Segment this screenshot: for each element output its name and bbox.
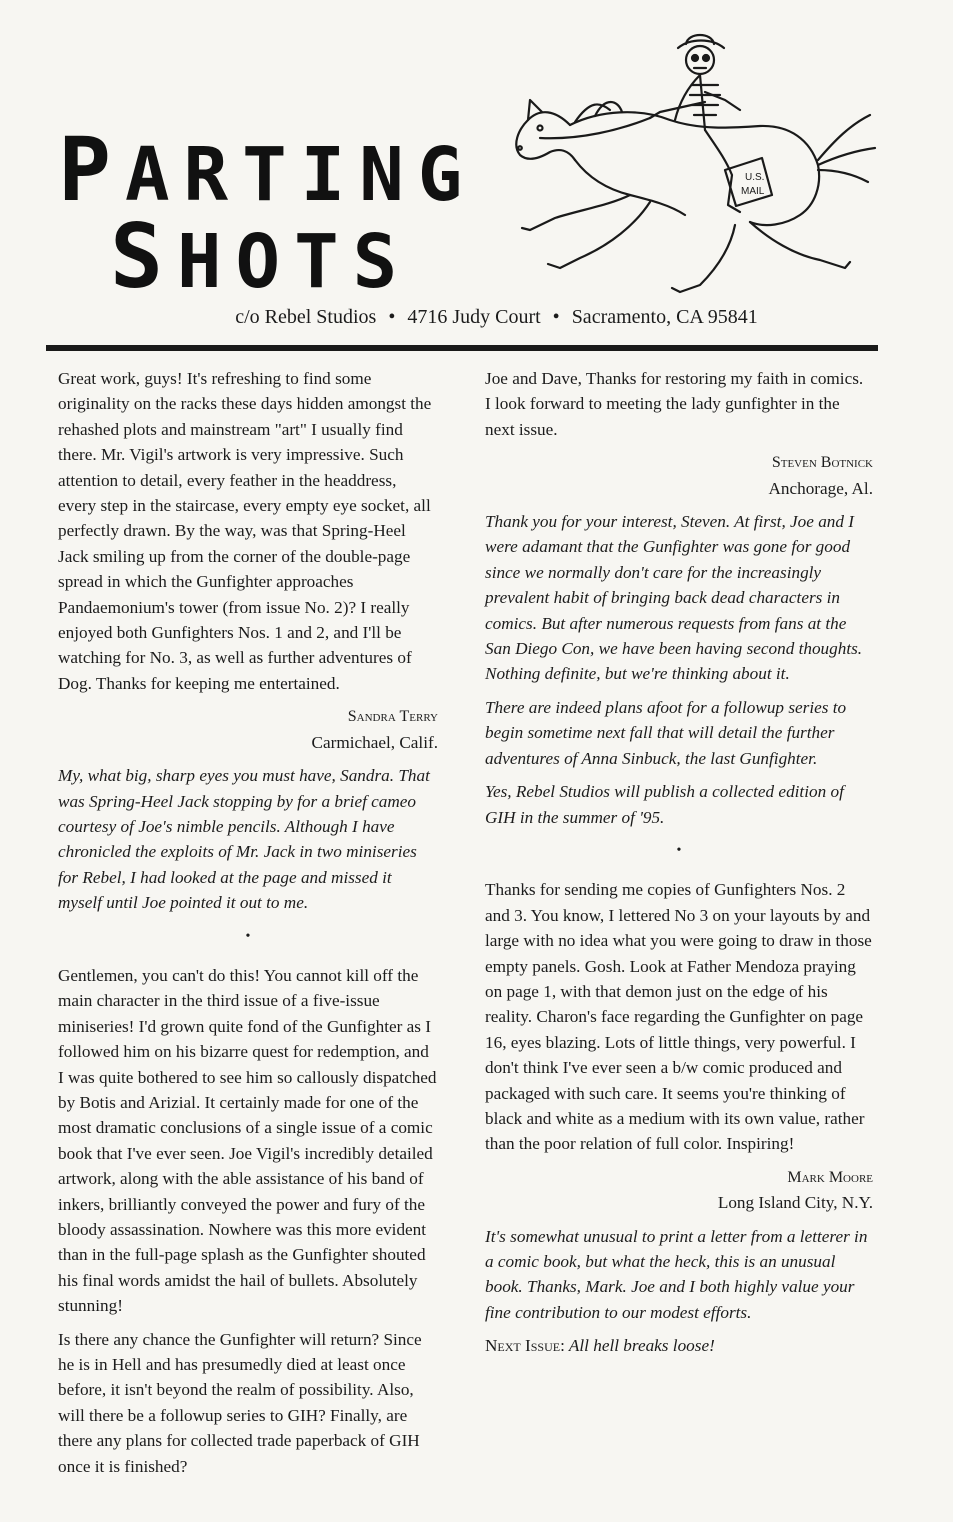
title-word-parting: PARTING [58,118,477,221]
signature-name: Steven Botnick [771,454,873,472]
signature-sandra-terry [58,704,438,755]
reply-to-steven-part3: Yes, Rebel Studios will publish a collected edition of GIH in the summer of '95. [485,782,844,827]
skeleton-rider-illustration [500,30,880,320]
letter-steven-botnick-part2: Is there any chance the Gunfighter will return? Since he is in Hell and has presumedly died at least once before, it isn't beyond the realm of possibility. Also, will there be a followup series to GIH? Finally, are there any plans for collected trade paperback of GIH once it is finished? [58,1329,422,1476]
address-separator: • [388,306,396,328]
signature-steven-botnick [485,450,873,501]
signature-name: Sandra Terry [347,708,438,726]
title-word-shots: SHOTS [110,205,412,308]
left-column [58,366,438,1487]
reply-to-steven-part1: Thank you for your interest, Steven. At first, Joe and I were adamant that the Gunfighter was gone for good since we normally don't care for the increasingly prevalent habit of bringing back dead characters in comics. But after numerous requests from fans at the San Diego Con, we have been having second thoughts. Nothing definite, but we're thinking about it. [485,512,863,684]
letter-sandra-terry: Great work, guys! It's refreshing to find some originality on the racks these days hidden amongst the rehashed plots and mainstream "art" I usually find there. Mr. Vigil's artwork is very impressive. Such attention to detail, every feather in the headdress, every step in the staircase, every empty eye socket, all perfectly drawn. By the way, was that Spring-Heel Jack smiling up from the corner of the double-page spread in which the Gunfighter approaches Pandaemonium's tower (from issue No. 2)? I really enjoyed both Gunfighters Nos. 1 and 2, and I'll be watching for No. 3, as well as further adventures of Dog. Thanks for keeping me entertained. [58,369,432,693]
next-issue-text: All hell breaks loose! [568,1336,715,1356]
letter-mark-moore: Thanks for sending me copies of Gunfighters Nos. 2 and 3. You know, I lettered No 3 on your layouts by and large with no idea what you were going to draw in those empty panels. Gosh. Look at Father Mendoza praying on page 1, with that demon just on the edge of his reality. Charon's face regarding the Gunfighter on page 16, eyes blazing. Lots of little things, very powerful. I don't think I've ever seen a b/w comic produced and packaged with such care. It seems you're thinking of black and white as a medium with its own value, rather than the poor relation of full color. Inspiring! [485,880,872,1154]
next-issue-label: Next Issue: [485,1336,565,1356]
reply-to-sandra: My, what big, sharp eyes you must have, Sandra. That was Spring-Heel Jack stopping by for a brief cameo courtesy of Joe's nimble pencils. Although I have chronicled the exploits of Mr. Jack in two miniseries for Rebel, I had looked at the page and missed it myself until Joe pointed it out to me. [58,766,430,913]
right-column [485,366,873,1367]
reply-to-steven-part2: There are indeed plans afoot for a followup series to begin sometime next fall that will detail the further adventures of Anna Sinbuck, the last Gunfighter. [485,697,847,768]
address-care-of: c/o Rebel Studios [235,306,377,328]
reply-to-mark: It's somewhat unusual to print a letter from a letterer in a comic book, but what the heck, this is an unusual book. Thanks, Mark. Joe and I both highly value your fine contribution to our modest efforts. [485,1226,868,1322]
letter-steven-botnick-part3: Joe and Dave, Thanks for restoring my faith in comics. I look forward to meeting the lady gunfighter in the next issue. [485,369,864,439]
address-city: Sacramento, CA 95841 [571,306,758,328]
next-issue-teaser [485,1333,873,1358]
mailbag-label-mail: MAIL [741,186,765,197]
section-divider-dot: • [676,842,682,858]
signature-place: Anchorage, Al. [768,478,873,498]
mailbag-label-us: U.S. [745,172,765,183]
signature-place: Carmichael, Calif. [311,732,438,752]
signature-name: Mark Moore [787,1168,873,1186]
section-divider-dot: • [245,928,251,944]
signature-mark-moore [485,1165,873,1216]
address-separator: • [552,306,560,328]
page-title-line-2 [110,205,411,308]
address-street: 4716 Judy Court [407,306,541,328]
header-divider [46,345,878,351]
mailing-address [0,306,953,329]
letter-steven-botnick-part1: Gentlemen, you can't do this! You cannot kill off the main character in the third issue of a five-issue miniseries! I'd grown quite fond of the Gunfighter as I followed him on his bizarre quest for redemption, and I was quite bothered to see him so callously dispatched by Botis and Arizial. It certainly made for one of the most dramatic conclusions of a single issue of a comic book that I've ever seen. Joe Vigil's incredibly detailed artwork, along with the able assistance of his band of inkers, brilliantly conveyed the power and fury of the bloody assassination. Nowhere was this more evident than in the full-page splash as the Gunfighter shouted his final words amidst the hail of bullets. Absolutely stunning! [58,965,437,1316]
signature-place: Long Island City, N.Y. [717,1193,873,1213]
